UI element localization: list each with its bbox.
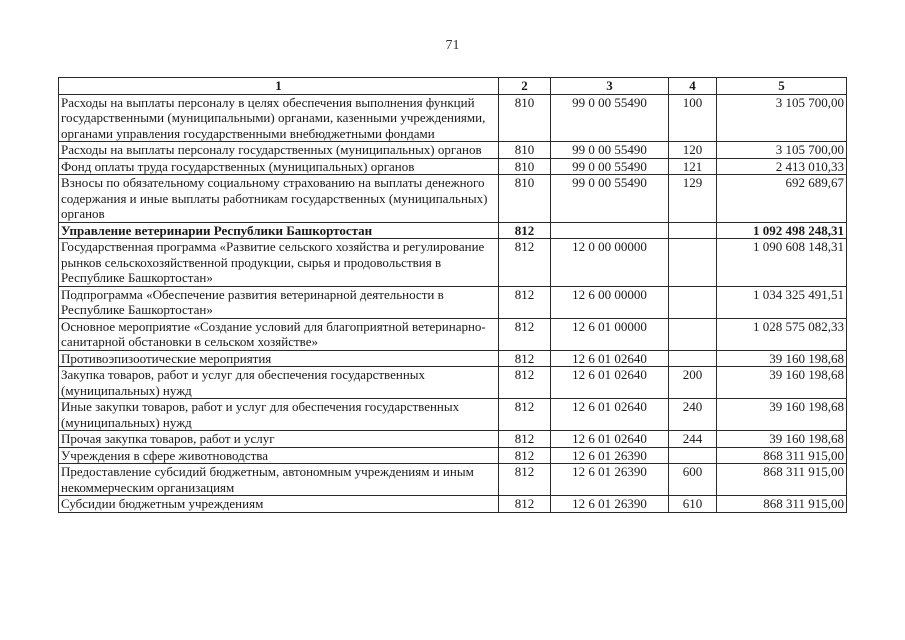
amount: 3 105 700,00 bbox=[717, 142, 847, 159]
target-article-code: 12 0 00 00000 bbox=[551, 239, 669, 287]
dept-code: 810 bbox=[499, 158, 551, 175]
target-article-code: 12 6 01 26390 bbox=[551, 496, 669, 513]
target-article-code: 99 0 00 55490 bbox=[551, 175, 669, 223]
dept-code: 812 bbox=[499, 222, 551, 239]
expense-type-code: 120 bbox=[669, 142, 717, 159]
expense-type-code: 129 bbox=[669, 175, 717, 223]
dept-code: 810 bbox=[499, 142, 551, 159]
amount: 1 092 498 248,31 bbox=[717, 222, 847, 239]
budget-table bbox=[58, 77, 847, 513]
item-name: Предоставление субсидий бюджетным, автономным учреждениям и иным некоммерческим организациям bbox=[59, 464, 499, 496]
dept-code: 812 bbox=[499, 367, 551, 399]
item-name: Государственная программа «Развитие сельского хозяйства и регулирование рынков сельскохозяйственной продукции, сырья и продовольствия в Республике Башкортостан» bbox=[59, 239, 499, 287]
dept-code: 812 bbox=[499, 447, 551, 464]
amount: 868 311 915,00 bbox=[717, 464, 847, 496]
amount: 1 034 325 491,51 bbox=[717, 286, 847, 318]
table-row bbox=[59, 431, 847, 448]
table-row bbox=[59, 464, 847, 496]
dept-code: 810 bbox=[499, 175, 551, 223]
target-article-code: 12 6 01 02640 bbox=[551, 367, 669, 399]
expense-type-code: 240 bbox=[669, 399, 717, 431]
item-name: Учреждения в сфере животноводства bbox=[59, 447, 499, 464]
table-row bbox=[59, 158, 847, 175]
item-name: Подпрограмма «Обеспечение развития ветеринарной деятельности в Республике Башкортостан» bbox=[59, 286, 499, 318]
target-article-code: 12 6 01 26390 bbox=[551, 447, 669, 464]
table-row bbox=[59, 318, 847, 350]
item-name: Основное мероприятие «Создание условий для благоприятной ветеринарно-санитарной обстановки в сельском хозяйстве» bbox=[59, 318, 499, 350]
item-name: Расходы на выплаты персоналу государственных (муниципальных) органов bbox=[59, 142, 499, 159]
target-article-code: 99 0 00 55490 bbox=[551, 142, 669, 159]
amount: 2 413 010,33 bbox=[717, 158, 847, 175]
amount: 39 160 198,68 bbox=[717, 350, 847, 367]
target-article-code: 99 0 00 55490 bbox=[551, 94, 669, 142]
amount: 39 160 198,68 bbox=[717, 367, 847, 399]
amount: 868 311 915,00 bbox=[717, 496, 847, 513]
expense-type-code: 200 bbox=[669, 367, 717, 399]
expense-type-code bbox=[669, 222, 717, 239]
header-col-4: 4 bbox=[669, 78, 717, 95]
dept-code: 810 bbox=[499, 94, 551, 142]
page-number: 71 bbox=[445, 38, 460, 53]
expense-type-code bbox=[669, 350, 717, 367]
dept-code: 812 bbox=[499, 431, 551, 448]
amount: 1 028 575 082,33 bbox=[717, 318, 847, 350]
expense-type-code: 610 bbox=[669, 496, 717, 513]
target-article-code: 12 6 01 00000 bbox=[551, 318, 669, 350]
dept-code: 812 bbox=[499, 239, 551, 287]
amount: 3 105 700,00 bbox=[717, 94, 847, 142]
target-article-code: 12 6 00 00000 bbox=[551, 286, 669, 318]
table-row bbox=[59, 399, 847, 431]
dept-code: 812 bbox=[499, 496, 551, 513]
table-row bbox=[59, 367, 847, 399]
dept-code: 812 bbox=[499, 318, 551, 350]
amount: 868 311 915,00 bbox=[717, 447, 847, 464]
table-row bbox=[59, 496, 847, 513]
header-col-5: 5 bbox=[717, 78, 847, 95]
expense-type-code: 100 bbox=[669, 94, 717, 142]
item-name: Прочая закупка товаров, работ и услуг bbox=[59, 431, 499, 448]
dept-code: 812 bbox=[499, 464, 551, 496]
target-article-code: 12 6 01 02640 bbox=[551, 431, 669, 448]
target-article-code: 12 6 01 02640 bbox=[551, 399, 669, 431]
table-row bbox=[59, 239, 847, 287]
header-col-3: 3 bbox=[551, 78, 669, 95]
item-name: Противоэпизоотические мероприятия bbox=[59, 350, 499, 367]
table-row bbox=[59, 286, 847, 318]
dept-code: 812 bbox=[499, 399, 551, 431]
expense-type-code bbox=[669, 447, 717, 464]
item-name: Иные закупки товаров, работ и услуг для обеспечения государственных (муниципальных) нужд bbox=[59, 399, 499, 431]
header-col-1: 1 bbox=[59, 78, 499, 95]
dept-code: 812 bbox=[499, 286, 551, 318]
item-name: Фонд оплаты труда государственных (муниципальных) органов bbox=[59, 158, 499, 175]
table-row bbox=[59, 94, 847, 142]
header-col-2: 2 bbox=[499, 78, 551, 95]
table-row bbox=[59, 175, 847, 223]
amount: 1 090 608 148,31 bbox=[717, 239, 847, 287]
item-name: Взносы по обязательному социальному страхованию на выплаты денежного содержания и иные выплаты работникам государственных (муниципальных) органов bbox=[59, 175, 499, 223]
target-article-code: 12 6 01 26390 bbox=[551, 464, 669, 496]
target-article-code: 99 0 00 55490 bbox=[551, 158, 669, 175]
table-row bbox=[59, 142, 847, 159]
target-article-code: 12 6 01 02640 bbox=[551, 350, 669, 367]
table-row bbox=[59, 350, 847, 367]
expense-type-code bbox=[669, 318, 717, 350]
expense-type-code: 600 bbox=[669, 464, 717, 496]
target-article-code bbox=[551, 222, 669, 239]
expense-type-code: 244 bbox=[669, 431, 717, 448]
item-name: Закупка товаров, работ и услуг для обеспечения государственных (муниципальных) нужд bbox=[59, 367, 499, 399]
amount: 692 689,67 bbox=[717, 175, 847, 223]
table-header-row bbox=[59, 78, 847, 95]
table-row bbox=[59, 447, 847, 464]
amount: 39 160 198,68 bbox=[717, 399, 847, 431]
item-name: Управление ветеринарии Республики Башкортостан bbox=[59, 222, 499, 239]
expense-type-code bbox=[669, 239, 717, 287]
expense-type-code bbox=[669, 286, 717, 318]
amount: 39 160 198,68 bbox=[717, 431, 847, 448]
dept-code: 812 bbox=[499, 350, 551, 367]
expense-type-code: 121 bbox=[669, 158, 717, 175]
item-name: Расходы на выплаты персоналу в целях обеспечения выполнения функций государственными (муниципальными) органами, казенными учреждениями, органами управления государственными внебюджетными фондами bbox=[59, 94, 499, 142]
item-name: Субсидии бюджетным учреждениям bbox=[59, 496, 499, 513]
table-row bbox=[59, 222, 847, 239]
